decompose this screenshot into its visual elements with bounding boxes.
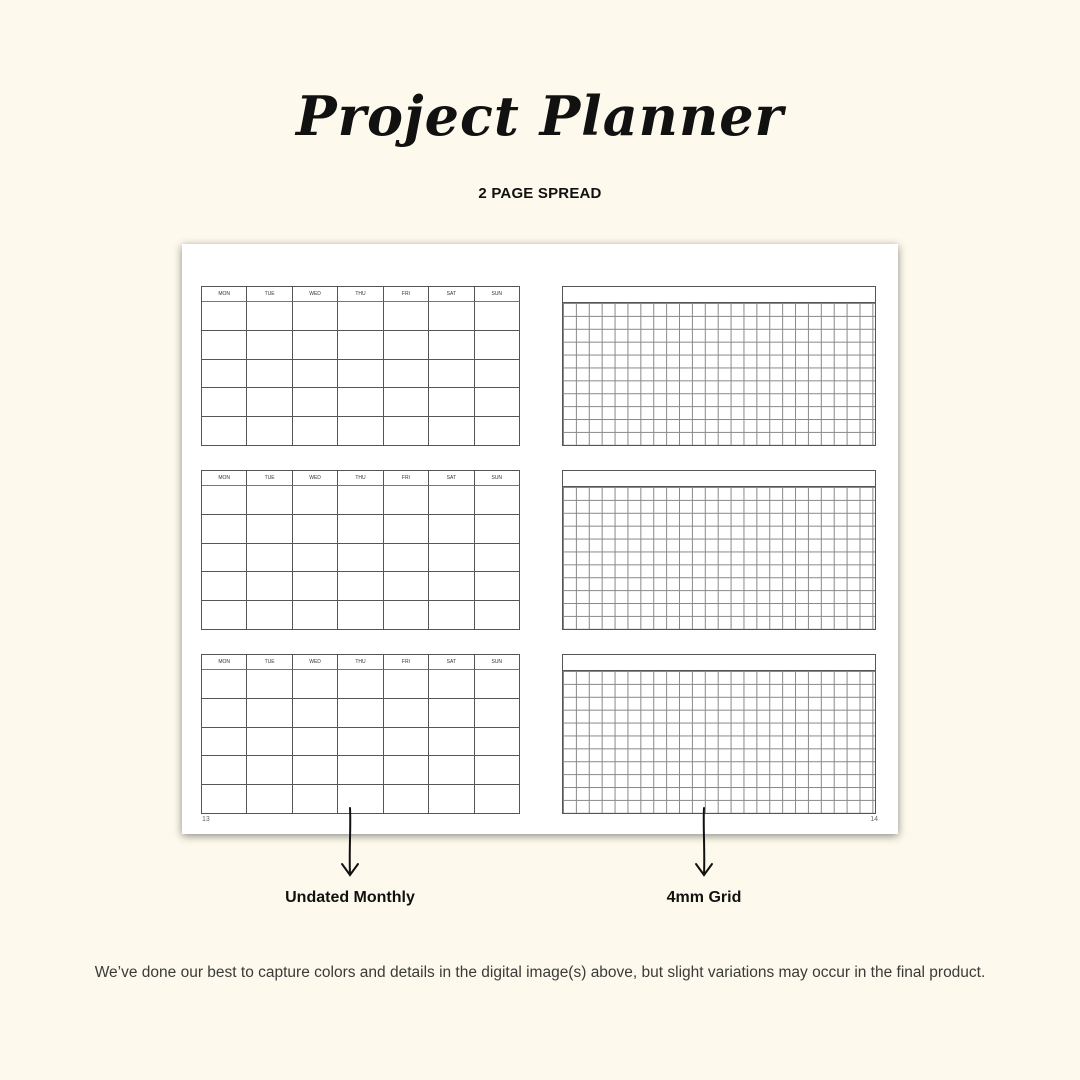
grid-cells [563,303,875,445]
weekday-header: FRI [384,287,429,302]
grid-block [562,286,876,446]
monthly-calendar [201,470,520,630]
weekday-header: MON [202,655,247,670]
weekday-header: SUN [475,471,520,486]
disclaimer-text: We’ve done our best to capture colors and details in the digital image(s) above, but slight variations may occur in the final product. [94,964,986,981]
page-number-left: 13 [202,816,210,823]
grid-title-bar [563,655,875,671]
weekday-header: MON [202,471,247,486]
label-undated-monthly: Undated Monthly [285,889,415,906]
grid-block [562,470,876,630]
monthly-calendar [201,286,520,446]
weekday-header: FRI [384,655,429,670]
page-subtitle: 2 PAGE SPREAD [478,185,602,202]
weekday-header: WED [293,287,338,302]
weekday-header: SUN [475,655,520,670]
grid-block [562,654,876,814]
page-title: Project Planner [295,84,785,148]
weekday-header: SAT [429,287,474,302]
weekday-header: WED [293,655,338,670]
weekday-header: WED [293,471,338,486]
page-number-right: 14 [870,816,878,823]
planner-spread [182,244,898,834]
weekday-header: THU [338,471,383,486]
grid-title-bar [563,471,875,487]
weekday-header: FRI [384,471,429,486]
weekday-header: TUE [247,287,292,302]
grid-title-bar [563,287,875,303]
weekday-header: MON [202,287,247,302]
arrow-down-icon [694,806,714,878]
weekday-header: THU [338,287,383,302]
arrow-down-icon [340,806,360,878]
grid-cells [563,487,875,629]
monthly-calendar [201,654,520,814]
weekday-header: TUE [247,655,292,670]
grid-cells [563,671,875,813]
weekday-header: SAT [429,471,474,486]
weekday-header: TUE [247,471,292,486]
weekday-header: SUN [475,287,520,302]
weekday-header: THU [338,655,383,670]
label-4mm-grid: 4mm Grid [666,889,742,906]
weekday-header: SAT [429,655,474,670]
